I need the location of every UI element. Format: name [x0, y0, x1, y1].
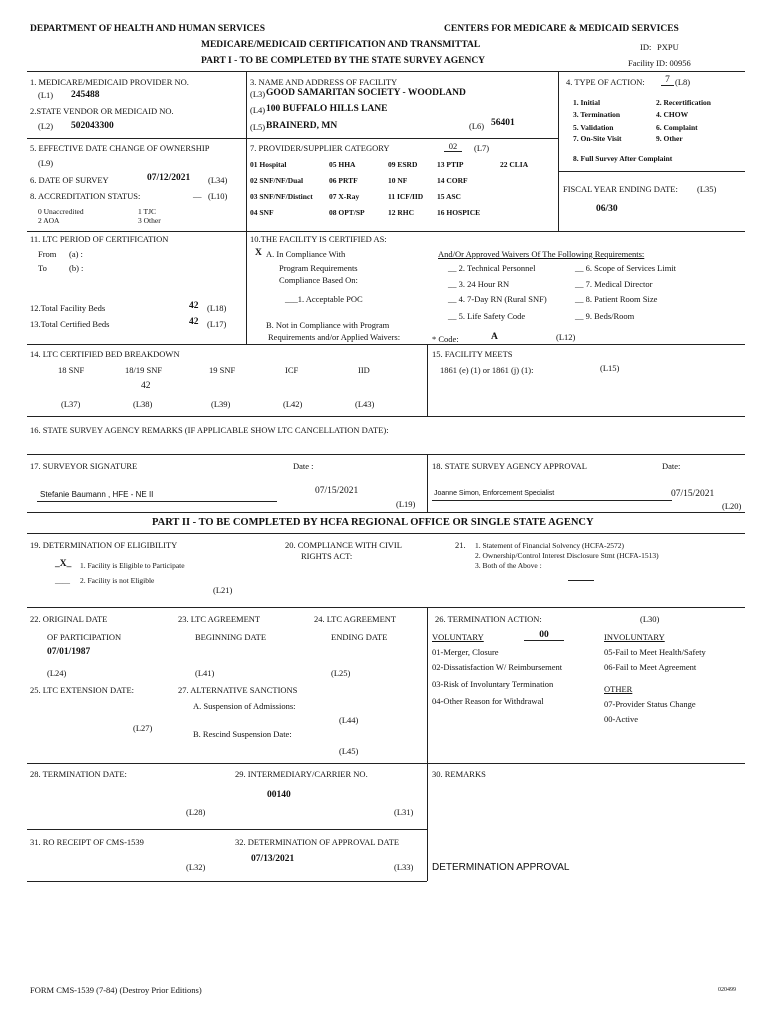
- not-eligible-option: 2. Facility is not Eligible: [80, 576, 155, 585]
- l18-code: (L18): [207, 303, 227, 313]
- rescind-suspension: B. Rescind Suspension Date:: [193, 729, 292, 739]
- waiver-option: __ 2. Technical Personnel: [448, 263, 536, 273]
- waiver-option: __ 9. Beds/Room: [575, 311, 635, 321]
- ltc-period-label: 11. LTC PERIOD OF CERTIFICATION: [30, 234, 169, 244]
- item21-option: 2. Ownership/Control Interest Disclosure Stmt (HCFA-1513): [475, 551, 659, 560]
- facility-meets-text: 1861 (e) (1) or 1861 (j) (1):: [440, 365, 534, 375]
- ltc-begin-label: 23. LTC AGREEMENT: [178, 614, 261, 624]
- code-label: * Code:: [432, 334, 459, 344]
- from-label: From: [38, 249, 57, 259]
- dept-name: DEPARTMENT OF HEALTH AND HUMAN SERVICES: [30, 24, 266, 34]
- waiver-option: __ 4. 7-Day RN (Rural SNF): [448, 294, 547, 304]
- involuntary-option: 05-Fail to Meet Health/Safety: [604, 647, 706, 657]
- civil-rights-label2: RIGHTS ACT:: [301, 551, 353, 561]
- original-date-label: 22. ORIGINAL DATE: [30, 614, 108, 624]
- l3-code: (L3): [250, 89, 266, 99]
- surveyor-name: Stefanie Baumann , HFE - NE II: [40, 490, 154, 499]
- category-option: 11 ICF/IID: [388, 192, 424, 201]
- eligible-option: 1. Facility is Eligible to Participate: [80, 561, 185, 570]
- survey-date-label: 6. DATE OF SURVEY: [30, 175, 109, 185]
- l8-code: (L8): [675, 77, 691, 87]
- approval-date-value: 07/13/2021: [251, 854, 295, 864]
- action-option: 8. Full Survey After Complaint: [573, 154, 673, 163]
- action-type-value: 7: [661, 75, 674, 86]
- bed-col: ICF: [285, 365, 299, 375]
- accred-option: 1 TJC: [138, 207, 156, 216]
- facility-meets-label: 15. FACILITY MEETS: [432, 349, 513, 359]
- l4-code: (L4): [250, 105, 266, 115]
- other-label: OTHER: [604, 684, 633, 694]
- waiver-option: __ 5. Life Safety Code: [448, 311, 526, 321]
- l9-code: (L9): [38, 158, 54, 168]
- provider-no-label: 1. MEDICARE/MEDICAID PROVIDER NO.: [30, 77, 189, 87]
- action-option: 5. Validation: [573, 123, 614, 132]
- part1-title: PART I - TO BE COMPLETED BY THE STATE SURVEY AGENCY: [201, 56, 486, 66]
- l6-code: (L6): [469, 121, 485, 131]
- l7-code: (L7): [474, 143, 490, 153]
- rule: [27, 231, 745, 232]
- to-b: (b) :: [69, 263, 84, 273]
- action-option: 4. CHOW: [656, 110, 689, 119]
- centers-name: CENTERS FOR MEDICARE & MEDICAID SERVICES: [444, 24, 679, 34]
- ro-receipt-label: 31. RO RECEIPT OF CMS-1539: [30, 837, 144, 847]
- rule: [27, 138, 246, 139]
- category-option: 08 OPT/SP: [329, 208, 365, 217]
- original-date-value: 07/01/1987: [47, 647, 91, 657]
- ltc-end-sub: ENDING DATE: [331, 632, 388, 642]
- bed-col: IID: [358, 365, 370, 375]
- sanctions-label: 27. ALTERNATIVE SANCTIONS: [178, 685, 298, 695]
- category-option: 07 X-Ray: [329, 192, 360, 201]
- to-label: To: [38, 263, 47, 273]
- bed-code: (L43): [355, 399, 375, 409]
- intermediary-value: 00140: [267, 790, 291, 800]
- accreditation-blank: __: [193, 189, 202, 199]
- l10-code: (L10): [208, 191, 228, 201]
- rule: [27, 607, 745, 608]
- voluntary-option: 04-Other Reason for Withdrawal: [432, 696, 544, 706]
- surveyor-date: 07/15/2021: [315, 486, 359, 496]
- l2-code: (L2): [38, 121, 54, 131]
- category-option: 14 CORF: [437, 176, 468, 185]
- signature-line: [37, 501, 277, 502]
- rule: [27, 881, 427, 882]
- vendor-no-label: 2.STATE VENDOR OR MEDICAID NO.: [30, 106, 174, 116]
- l44-code: (L44): [339, 715, 359, 725]
- approver-name: Joanne Simon, Enforcement Specialist: [434, 490, 555, 497]
- agency-approval-label: 18. STATE SURVEY AGENCY APPROVAL: [432, 461, 587, 471]
- item21-blank: [568, 580, 594, 581]
- survey-date-value: 07/12/2021: [147, 173, 191, 183]
- action-option: 3. Termination: [573, 110, 621, 119]
- facility-name: GOOD SAMARITAN SOCIETY - WOODLAND: [266, 88, 466, 98]
- waiver-option: __ 8. Patient Room Size: [575, 294, 658, 304]
- form-number: FORM CMS-1539 (7-84) (Destroy Prior Editions): [30, 985, 202, 995]
- not-eligible-blank: ____: [55, 576, 70, 585]
- ltc-begin-sub: BEGINNING DATE: [195, 632, 267, 642]
- item21-option: 3. Both of the Above :: [475, 561, 542, 570]
- facility-zip: 56401: [491, 118, 515, 128]
- signature-line: [432, 500, 672, 501]
- waiver-option: __ 6. Scope of Services Limit: [575, 263, 677, 273]
- original-date-sub: OF PARTICIPATION: [47, 632, 122, 642]
- waivers-header: And/Or Approved Waivers Of The Following Requirements:: [438, 249, 645, 259]
- rule: [427, 763, 428, 881]
- total-beds-label: 12.Total Facility Beds: [30, 303, 106, 313]
- l21-code: (L21): [213, 585, 233, 595]
- voluntary-option: 03-Risk of Involuntary Termination: [432, 679, 554, 689]
- l25-code: (L25): [331, 668, 351, 678]
- suspension-admissions: A. Suspension of Admissions:: [193, 701, 296, 711]
- compliance-a: A. In Compliance With: [266, 249, 346, 259]
- action-option: 1. Initial: [573, 98, 601, 107]
- bed-col: 18 SNF: [58, 365, 85, 375]
- agency-date-label: Date:: [662, 461, 681, 471]
- l30-code: (L30): [640, 614, 660, 624]
- compliance-mark: X: [255, 248, 262, 258]
- l27-code: (L27): [133, 723, 153, 733]
- id-value: PXPU: [657, 42, 679, 52]
- category-value: 02: [444, 141, 462, 152]
- other-option: 00-Active: [604, 714, 638, 724]
- involuntary-option: 06-Fail to Meet Agreement: [604, 662, 697, 672]
- facility-id: Facility ID: 00956: [628, 58, 691, 68]
- rule: [27, 829, 427, 830]
- surveyor-date-label: Date :: [293, 461, 314, 471]
- waiver-option: __ 3. 24 Hour RN: [448, 279, 510, 289]
- ltc-end-label: 24. LTC AGREEMENT: [314, 614, 397, 624]
- approval-date-label: 32. DETERMINATION OF APPROVAL DATE: [235, 837, 400, 847]
- item21-option: 1. Statement of Financial Solvency (HCFA-2572): [475, 541, 625, 550]
- category-option: 05 HHA: [329, 160, 356, 169]
- category-option: 16 HOSPICE: [437, 208, 481, 217]
- category-option: 09 ESRD: [388, 160, 418, 169]
- category-option: 12 RHC: [388, 208, 415, 217]
- surveyor-signature-label: 17. SURVEYOR SIGNATURE: [30, 461, 138, 471]
- category-option: 01 Hospital: [250, 160, 287, 169]
- remarks30-value: DETERMINATION APPROVAL: [432, 862, 570, 873]
- facility-address: 100 BUFFALO HILLS LANE: [266, 104, 388, 114]
- rule: [427, 454, 428, 512]
- category-option: 13 PTIP: [437, 160, 464, 169]
- noncompliance-b: B. Not in Compliance with Program: [266, 320, 390, 330]
- l32-code: (L32): [186, 862, 206, 872]
- voluntary-option: 02-Dissatisfaction W/ Reimbursement: [432, 662, 563, 672]
- l24-code: (L24): [47, 668, 67, 678]
- category-label: 7. PROVIDER/SUPPLIER CATEGORY: [250, 143, 390, 153]
- fiscal-year-label: FISCAL YEAR ENDING DATE:: [563, 184, 678, 194]
- rule: [27, 416, 745, 417]
- eligible-mark: _X_: [55, 559, 72, 569]
- rule: [27, 533, 745, 534]
- voluntary-option: 01-Merger, Closure: [432, 647, 499, 657]
- voluntary-label: VOLUNTARY: [432, 632, 484, 642]
- l5-code: (L5): [250, 122, 266, 132]
- agency-date: 07/15/2021: [671, 489, 715, 499]
- bed-code: (L39): [211, 399, 231, 409]
- l12-code: (L12): [556, 332, 576, 342]
- accred-option: 2 AOA: [38, 216, 60, 225]
- waiver-option: __ 7. Medical Director: [575, 279, 653, 289]
- compliance-a2: Program Requirements: [279, 263, 358, 273]
- intermediary-label: 29. INTERMEDIARY/CARRIER NO.: [235, 769, 368, 779]
- vendor-no-value: 502043300: [71, 121, 114, 131]
- certified-as-label: 10.THE FACILITY IS CERTIFIED AS:: [250, 234, 387, 244]
- part2-title: PART II - TO BE COMPLETED BY HCFA REGIONAL OFFICE OR SINGLE STATE AGENCY: [152, 517, 594, 528]
- compliance-a3: Compliance Based On:: [279, 275, 358, 285]
- l35-code: (L35): [697, 184, 717, 194]
- action-option: 6. Complaint: [656, 123, 698, 132]
- total-beds-value: 42: [189, 301, 199, 311]
- category-option: 22 CLIA: [500, 160, 529, 169]
- fiscal-year-value: 06/30: [596, 204, 618, 214]
- l45-code: (L45): [339, 746, 359, 756]
- rule: [27, 71, 745, 72]
- action-type-label: 4. TYPE OF ACTION:: [566, 77, 645, 87]
- acceptable-poc: ___1. Acceptable POC: [285, 294, 363, 304]
- from-a: (a) :: [69, 249, 83, 259]
- form-code: 020499: [718, 987, 736, 993]
- category-option: 06 PRTF: [329, 176, 358, 185]
- effective-date-label: 5. EFFECTIVE DATE CHANGE OF OWNERSHIP: [30, 143, 210, 153]
- category-option: 02 SNF/NF/Dual: [250, 176, 304, 185]
- certified-beds-label: 13.Total Certified Beds: [30, 319, 110, 329]
- action-option: 9. Other: [656, 134, 683, 143]
- rule: [558, 171, 745, 172]
- provider-no-value: 245488: [71, 90, 100, 100]
- bed-code: (L38): [133, 399, 153, 409]
- l19-code: (L19): [396, 499, 416, 509]
- termination-date-label: 28. TERMINATION DATE:: [30, 769, 127, 779]
- eligibility-label: 19. DETERMINATION OF ELIGIBILITY: [30, 540, 178, 550]
- facility-city: BRAINERD, MN: [266, 121, 338, 131]
- l33-code: (L33): [394, 862, 414, 872]
- l17-code: (L17): [207, 319, 227, 329]
- l15-code: (L15): [600, 363, 620, 373]
- rule: [427, 607, 428, 763]
- termination-action-label: 26. TERMINATION ACTION:: [435, 614, 542, 624]
- action-option: 7. On-Site Visit: [573, 134, 622, 143]
- involuntary-label: INVOLUNTARY: [604, 632, 665, 642]
- category-option: 03 SNF/NF/Distinct: [250, 192, 313, 201]
- facility-name-label: 3. NAME AND ADDRESS OF FACILITY: [250, 77, 398, 87]
- l1-code: (L1): [38, 90, 54, 100]
- remarks-label: 16. STATE SURVEY AGENCY REMARKS (IF APPLICABLE SHOW LTC CANCELLATION DATE):: [30, 425, 389, 435]
- bed-breakdown-label: 14. LTC CERTIFIED BED BREAKDOWN: [30, 349, 180, 359]
- accred-option: 3 Other: [138, 216, 161, 225]
- l31-code: (L31): [394, 807, 414, 817]
- rule: [27, 512, 745, 513]
- bed-col: 19 SNF: [209, 365, 236, 375]
- voluntary-value: 00: [524, 630, 564, 641]
- l20-code: (L20): [722, 501, 742, 511]
- bed-col: 18/19 SNF: [125, 365, 163, 375]
- l34-code: (L34): [208, 175, 228, 185]
- bed-code: (L37): [61, 399, 81, 409]
- code-value: A: [491, 332, 498, 342]
- rule: [427, 344, 428, 416]
- action-option: 2. Recertification: [656, 98, 711, 107]
- category-option: 04 SNF: [250, 208, 274, 217]
- l41-code: (L41): [195, 668, 215, 678]
- other-option: 07-Provider Status Change: [604, 699, 696, 709]
- item21-num: 21.: [455, 540, 466, 550]
- remarks30-label: 30. REMARKS: [432, 769, 486, 779]
- rule: [27, 763, 745, 764]
- civil-rights-label: 20. COMPLIANCE WITH CIVIL: [285, 540, 402, 550]
- rule: [27, 344, 745, 345]
- rule: [246, 138, 558, 139]
- rule: [246, 71, 247, 344]
- category-option: 15 ASC: [437, 192, 461, 201]
- id-label: ID:: [640, 42, 652, 52]
- extension-date-label: 25. LTC EXTENSION DATE:: [30, 685, 135, 695]
- bed-code: (L42): [283, 399, 303, 409]
- rule: [27, 454, 745, 455]
- noncompliance-b2: Requirements and/or Applied Waivers:: [268, 332, 401, 342]
- accred-option: 0 Unaccredited: [38, 207, 84, 216]
- bed-value: 42: [141, 381, 151, 391]
- form-title: MEDICARE/MEDICAID CERTIFICATION AND TRANSMITTAL: [201, 40, 481, 50]
- certified-beds-value: 42: [189, 317, 199, 327]
- l28-code: (L28): [186, 807, 206, 817]
- rule: [558, 71, 559, 231]
- category-option: 10 NF: [388, 176, 408, 185]
- accreditation-label: 8. ACCREDITATION STATUS:: [30, 191, 141, 201]
